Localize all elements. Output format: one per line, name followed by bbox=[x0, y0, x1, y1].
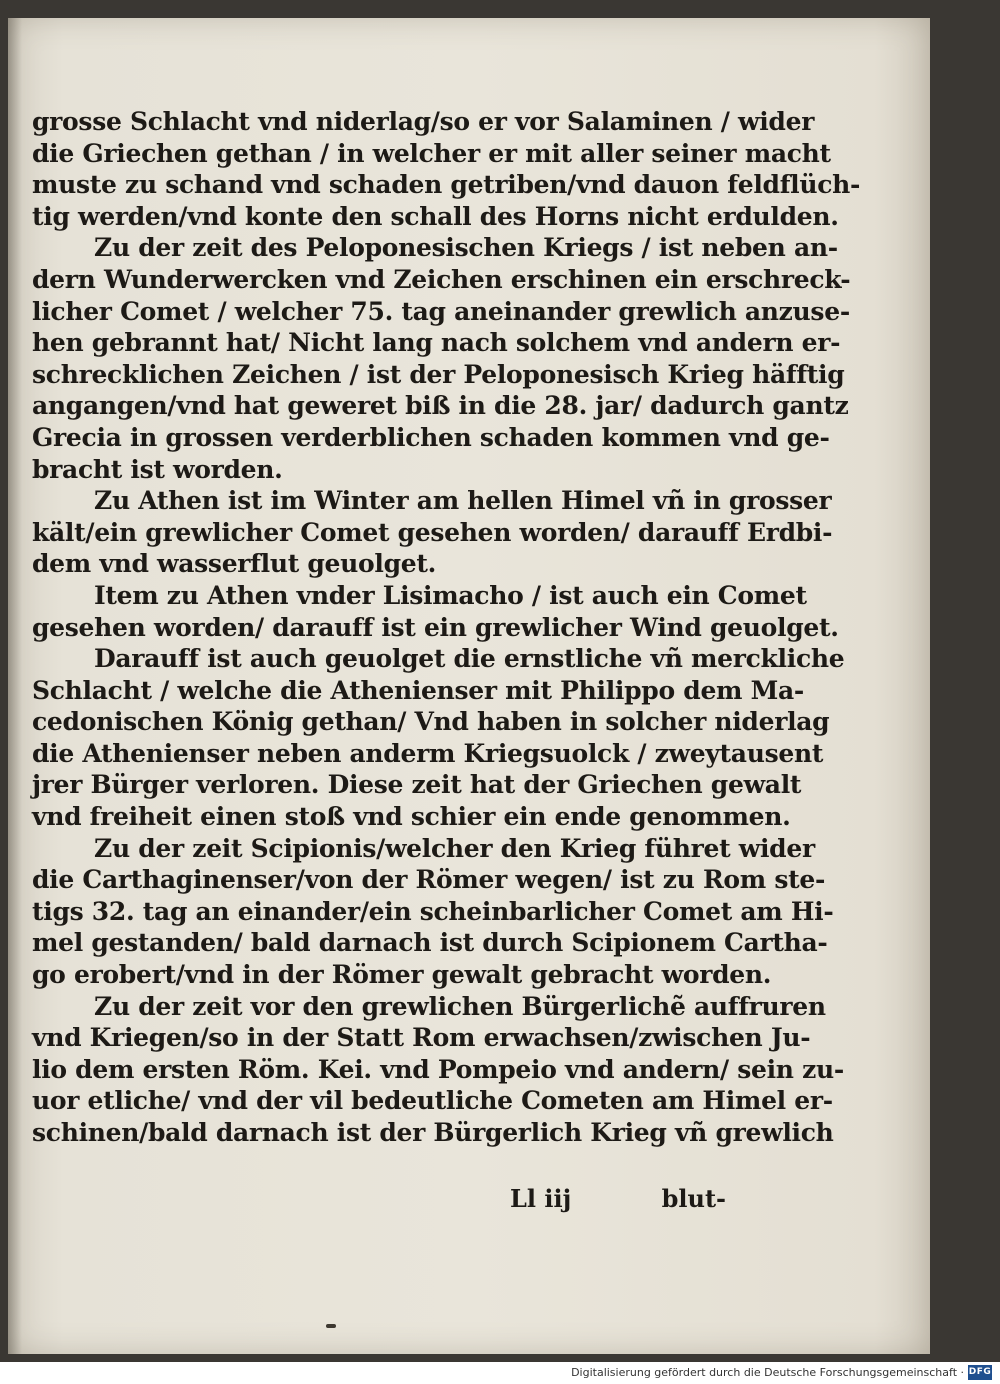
text-line: muste zu schand vnd schaden getriben/vnd dauon feldflüch- bbox=[32, 170, 861, 200]
text-line: Zu der zeit Scipionis/welcher den Krieg führet wider bbox=[94, 833, 815, 863]
scan-margin-right bbox=[930, 30, 1000, 1346]
text-line: hen gebrannt hat/ Nicht lang nach solchem vnd andern er- bbox=[32, 328, 841, 358]
text-line: schinen/bald darnach ist der Bürgerlich Krieg vñ grewlich bbox=[32, 1118, 834, 1147]
text-line: bracht ist worden. bbox=[32, 454, 283, 484]
credit-bar bbox=[0, 1362, 1000, 1384]
catchword: blut- bbox=[661, 1184, 726, 1213]
paper-speck bbox=[326, 1324, 336, 1328]
text-line: grosse Schlacht vnd niderlag/so er vor Salaminen / wider bbox=[32, 107, 815, 136]
text-line: die Griechen gethan / in welcher er mit aller seiner macht bbox=[32, 138, 831, 168]
text-line: die Carthaginenser/von der Römer wegen/ ist zu Rom ste- bbox=[32, 865, 826, 895]
text-line: lio dem ersten Röm. Kei. vnd Pompeio vnd andern/ sein zu- bbox=[32, 1054, 844, 1084]
text-line: gesehen worden/ darauff ist ein grewlicher Wind geuolget. bbox=[32, 612, 839, 642]
text-line: Item zu Athen vnder Lisimacho / ist auch ein Comet bbox=[94, 580, 807, 610]
text-line: tigs 32. tag an einander/ein scheinbarlicher Comet am Hi- bbox=[32, 896, 834, 926]
text-line: die Athenienser neben anderm Kriegsuolck / zweytausent bbox=[32, 738, 824, 768]
text-line: vnd freiheit einen stoß vnd schier ein ende genommen. bbox=[32, 802, 791, 832]
spine-shadow bbox=[8, 18, 22, 1354]
text-line: uor etliche/ vnd der vil bedeutliche Cometen am Himel er- bbox=[32, 1086, 833, 1116]
text-line: vnd Kriegen/so in der Statt Rom erwachsen/zwischen Ju- bbox=[32, 1023, 811, 1053]
text-line: kält/ein grewlicher Comet gesehen worden/ darauff Erdbi- bbox=[32, 517, 833, 547]
text-line: tig werden/vnd konte den schall des Horns nicht erdulden. bbox=[32, 201, 839, 231]
text-line: schrecklichen Zeichen / ist der Peloponesisch Krieg häfftig bbox=[32, 359, 845, 389]
text-line: licher Comet / welcher 75. tag aneinander grewlich anzuse- bbox=[32, 296, 850, 326]
text-line: angangen/vnd hat geweret biß in die 28. jar/ dadurch gantz bbox=[32, 391, 849, 421]
book-page bbox=[8, 18, 930, 1354]
dfg-logo: DFG bbox=[968, 1365, 992, 1380]
text-line: Grecia in grossen verderblichen schaden kommen vnd ge- bbox=[32, 422, 830, 452]
text-line: Zu der zeit vor den grewlichen Bürgerlichẽ auffruren bbox=[94, 991, 826, 1021]
text-line: jrer Bürger verloren. Diese zeit hat der Griechen gewalt bbox=[32, 770, 802, 800]
text-line: Zu Athen ist im Winter am hellen Himel vñ in grosser bbox=[94, 486, 832, 516]
page-footer bbox=[32, 1182, 732, 1216]
text-line: Zu der zeit des Peloponesischen Kriegs / ist neben an- bbox=[94, 233, 838, 263]
text-line: go erobert/vnd in der Römer gewalt gebracht worden. bbox=[32, 960, 772, 990]
text-line: dern Wunderwercken vnd Zeichen erschinen ein erschreck- bbox=[32, 264, 851, 294]
text-line: dem vnd wasserflut geuolget. bbox=[32, 549, 437, 579]
text-line: Schlacht / welche die Athenienser mit Philippo dem Ma- bbox=[32, 675, 804, 705]
text-line: cedonischen König gethan/ Vnd haben in solcher niderlag bbox=[32, 707, 830, 737]
credit-text: Digitalisierung gefördert durch die Deutsche Forschungsgemeinschaft · bbox=[571, 1366, 964, 1379]
text-line: mel gestanden/ bald darnach ist durch Scipionem Cartha- bbox=[32, 928, 828, 958]
body-text bbox=[32, 106, 861, 1149]
signature-mark: Ll iij bbox=[510, 1184, 572, 1213]
text-line: Darauff ist auch geuolget die ernstliche vñ merckliche bbox=[94, 644, 845, 674]
